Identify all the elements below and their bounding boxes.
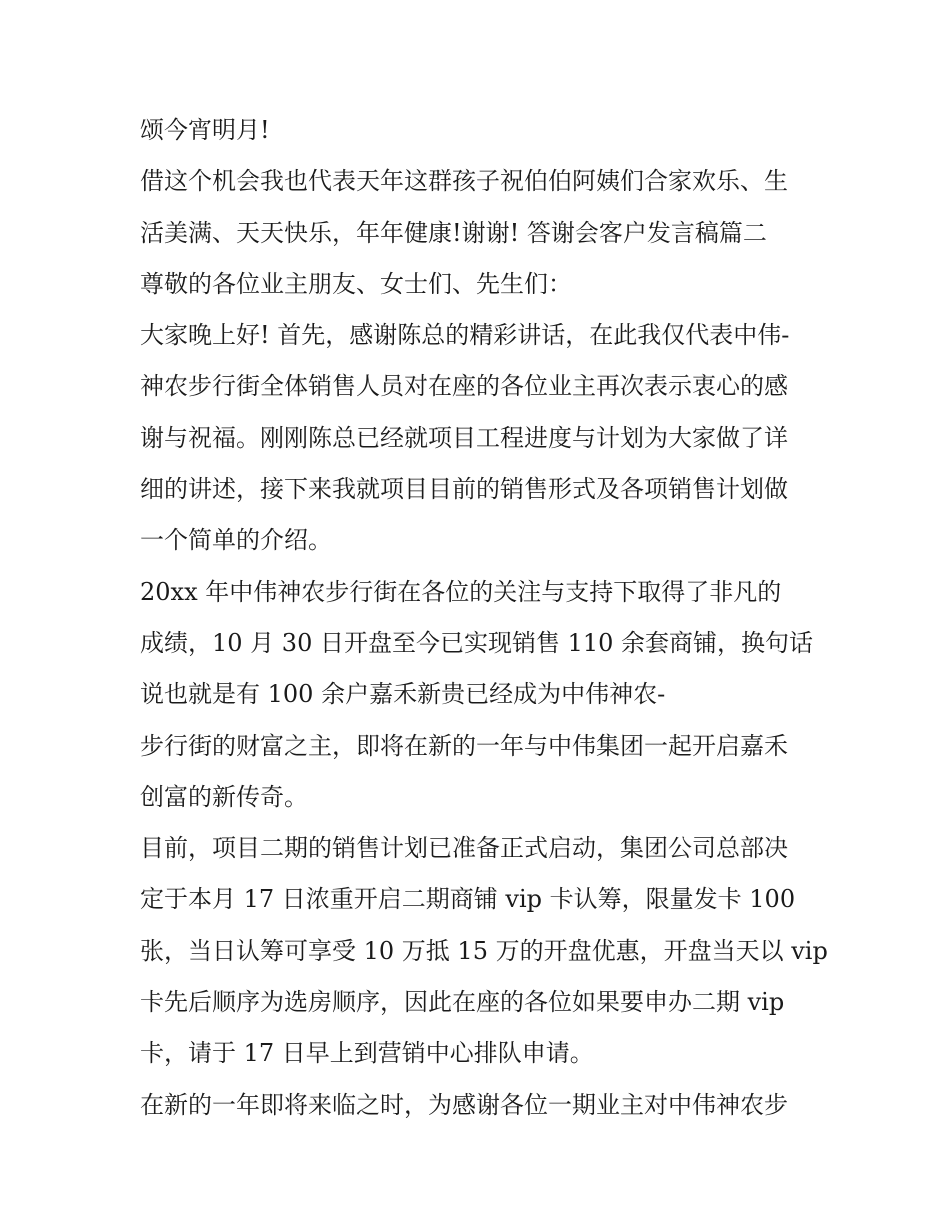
text-line: 大家晚上好! 首先，感谢陈总的精彩讲话，在此我仅代表中伟-	[140, 321, 790, 350]
text-line: 卡，请于 17 日早上到营销中心排队申请。	[140, 1039, 594, 1068]
text-line: 一个简单的介绍。	[140, 526, 332, 555]
text-line: 借这个机会我也代表天年这群孩子祝伯伯阿姨们合家欢乐、生	[140, 167, 788, 196]
document-body	[140, 108, 830, 1134]
text-line: 活美满、天天快乐，年年健康!谢谢! 答谢会客户发言稿篇二	[140, 218, 767, 247]
text-line: 成绩，10 月 30 日开盘至今已实现销售 110 余套商铺，换句话	[140, 628, 814, 657]
text-line: 卡先后顺序为选房顺序，因此在座的各位如果要申办二期 vip	[140, 988, 785, 1017]
text-line: 张，当日认筹可享受 10 万抵 15 万的开盘优惠，开盘当天以 vip	[140, 936, 828, 965]
text-line: 创富的新传奇。	[140, 782, 308, 811]
text-line: 目前，项目二期的销售计划已准备正式启动，集团公司总部决	[140, 834, 788, 863]
text-line: 尊敬的各位业主朋友、女士们、先生们：	[140, 269, 572, 298]
text-line: 细的讲述，接下来我就项目目前的销售形式及各项销售计划做	[140, 475, 788, 504]
text-line: 20xx 年中伟神农步行街在各位的关注与支持下取得了非凡的	[140, 577, 782, 606]
text-line: 神农步行街全体销售人员对在座的各位业主再次表示衷心的感	[140, 372, 788, 401]
text-line: 说也就是有 100 余户嘉禾新贵已经成为中伟神农-	[140, 680, 666, 709]
text-line: 定于本月 17 日浓重开启二期商铺 vip 卡认筹，限量发卡 100	[140, 885, 796, 914]
text-line: 在新的一年即将来临之时，为感谢各位一期业主对中伟神农步	[140, 1090, 788, 1119]
text-line: 谢与祝福。刚刚陈总已经就项目工程进度与计划为大家做了详	[140, 423, 788, 452]
text-line: 步行街的财富之主，即将在新的一年与中伟集团一起开启嘉禾	[140, 731, 788, 760]
text-line: 颂今宵明月!	[140, 116, 270, 144]
